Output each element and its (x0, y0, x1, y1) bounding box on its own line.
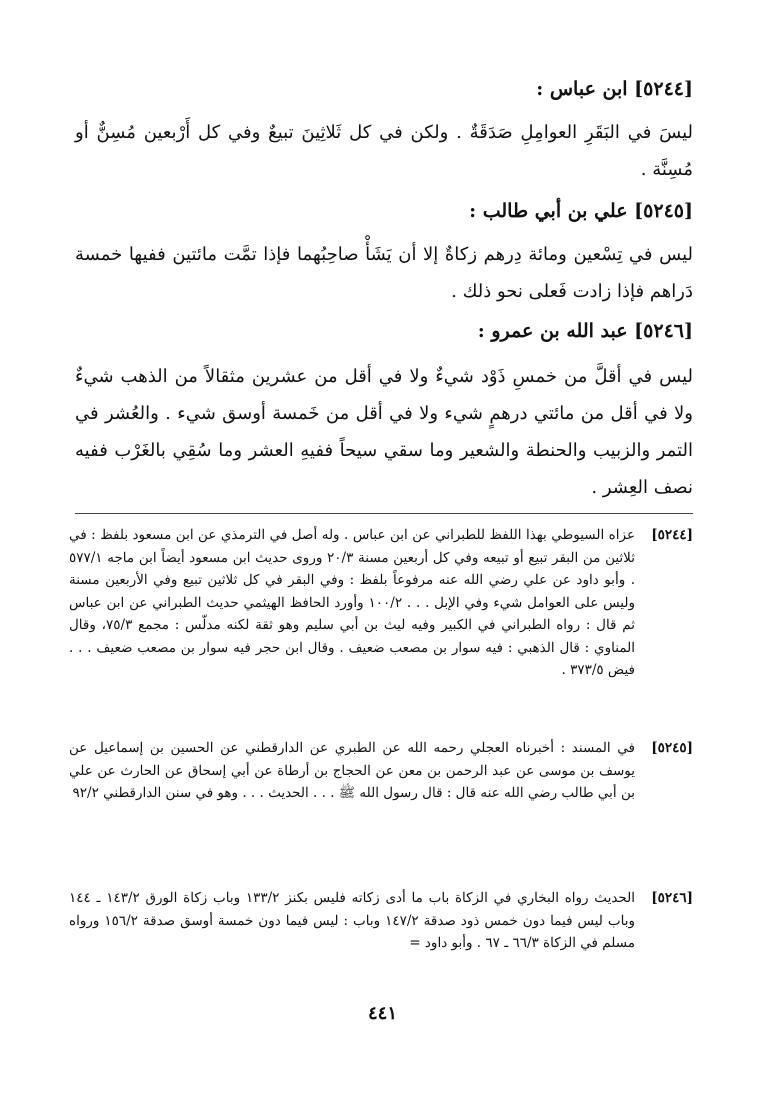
entry-heading (478, 320, 693, 342)
footnote (69, 524, 693, 682)
entry-number: [٥٢٤٤] (634, 78, 693, 100)
footnote-number: [٥٢٤٤] (651, 527, 693, 543)
footnote-text: في المسند : أخبرناه العجلي رحمه الله عن الطبري عن الدارقطني عن الحسين بن إسماعيل عن يوسف بن موسى عن عبد الرحمن بن معن عن الحجاج بن أرطاة عن أبي إسحاق عن الحارث عن علي بن أبي طالب رضي الله عنه قال : قال رسول الله ﷺ . . . الحديث . . . وهو في سنن الدارقطني ٩٢/٢ (69, 740, 635, 801)
footnote-text: عزاه السيوطي بهذا اللفظ للطبراني عن ابن عباس . وله أصل في الترمذي عن ابن مسعود بلفظ : في ثلاثين من البقر تبيع أو تبيعه وفي كل أربعين مسنة ٢٠/٣ وروى حديث ابن مسعود أيضاً ابن ماجه ٥٧٧/١ . وأبو داود عن علي رضي الله عنه مرفوعاً بلفظ : وفي البقر في كل ثلاثين تبيع وفي الأربعين مسنة وليس على العوامل شيء وفي الإبل . . . ١٠٠/٢ وأورد الحافظ الهيثمي حديث الطبراني عن ابن عباس ثم قال : رواه الطبراني في الكبير وفيه ليث بن أبي سليم وهو ثقة لكنه مدلّس : مجمع ٧٥/٣، وقال المناوي : قال الذهبي : فيه سوار بن مصعب ضعيف . وقال ابن حجر فيه سوار بن مصعب ضعيف . . . فيض ٣٧٣/٥ . (69, 527, 636, 678)
footnote (69, 737, 693, 805)
footnotes-divider (75, 513, 693, 514)
entry-heading (469, 200, 693, 222)
entry-text: ليس في تِسْعين ومائة دِرهم زكاةٌ إلا أن يَشَأْ صاحِبُهما فإذا تمَّت مائتين ففيها خمسة دَراهم فإذا زادت فَعلى نحو ذلك . (75, 244, 693, 302)
footnote (69, 887, 693, 955)
entry-number: [٥٢٤٥] (634, 200, 693, 222)
entry-narrator: عبد الله بن عمرو : (477, 320, 628, 342)
entry-narrator: ابن عباس : (536, 78, 628, 100)
entry-heading (536, 78, 693, 100)
footnote-text: الحديث رواه البخاري في الزكاة باب ما أدى زكاته فليس بكنز ١٣٣/٢ وباب زكاة الورق ١٤٣/٢ ـ ١٤٤ وباب ليس فيما دون خمس ذود صدقة ١٤٧/٢ وباب : ليس فيما دون خمسة أوسق صدقة ١٥٦/٢ ورواه مسلم في الزكاة ٦٦/٣ ـ ٦٧ . وأبو داود = (69, 890, 635, 951)
entry-narrator: علي بن أبي طالب : (469, 200, 628, 222)
entry-number: [٥٢٤٦] (634, 320, 693, 342)
entry-text: ليسَ في البَقَرِ العوامِلِ صَدَقَةٌ . ولكن في كل ثَلاثِينَ تبيعٌ وفي كل أَرْبعين مُسِنٌّ أو مُسِنَّة . (75, 122, 693, 180)
page-number: ٤٤١ (367, 1003, 397, 1024)
footnote-number: [٥٢٤٥] (651, 740, 693, 756)
footnote-number: [٥٢٤٦] (651, 890, 693, 906)
entry-text: ليس في أقلَّ من خمسِ ذَوْد شيءٌ ولا في أقل من عشرين مثقالاً من الذهب شيءٌ ولا في أقل من مائتي درهمٍ شيء ولا في أقل من خَمسة أوسق شيء . والعُشر في التمر والزبيب والحنطة والشعير وما سقي سيحاً ففيهِ العشر وما سُقِي بالغَرْب ففيه نصف العِشر . (75, 366, 693, 498)
